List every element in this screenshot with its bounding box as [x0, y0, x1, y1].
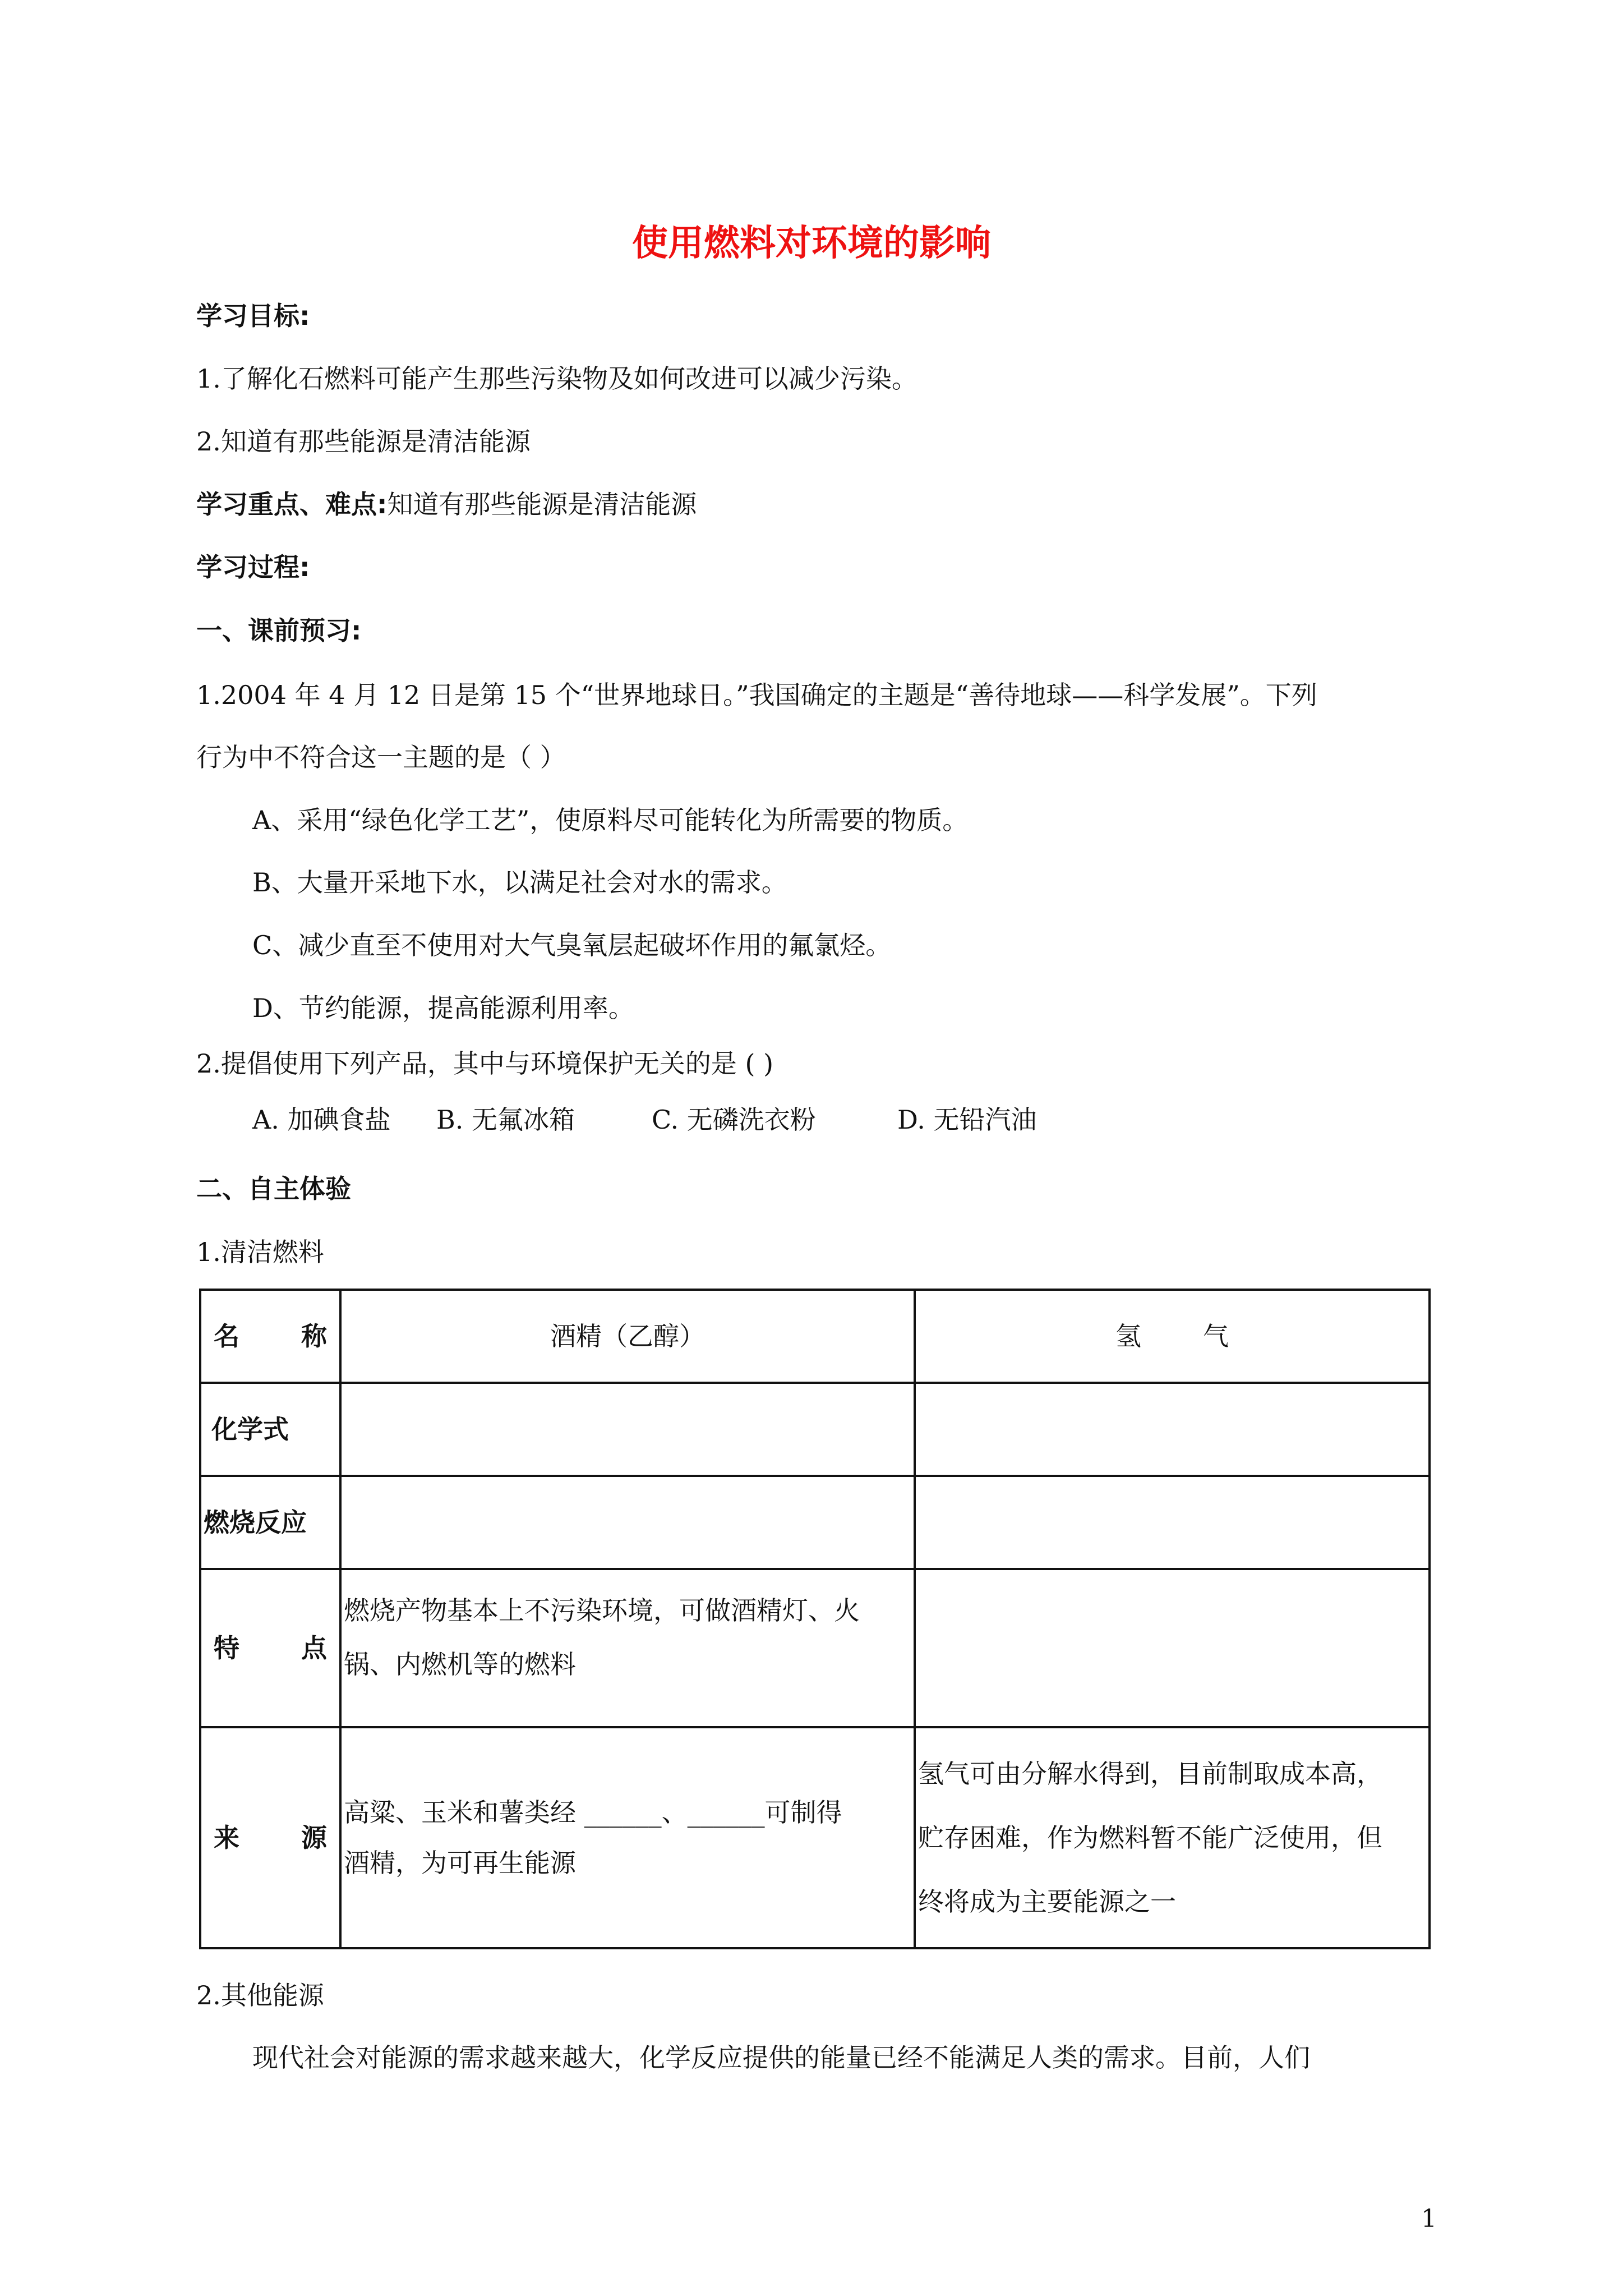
- table-cell-hydrogen: 氢 气: [915, 1290, 1430, 1383]
- other-energy-heading: 2.其他能源: [196, 1980, 324, 2010]
- table-row: [200, 1727, 1430, 1948]
- table-cell-blank: [915, 1476, 1430, 1569]
- table-cell-blank: [340, 1383, 915, 1476]
- goal-1: 1.了解化石燃料可能产生那些污染物及如何改进可以减少污染。: [196, 364, 917, 394]
- page-title: 使用燃料对环境的影响: [632, 223, 991, 264]
- question-2-option-c: C. 无磷洗衣粉: [652, 1105, 816, 1135]
- table-cell-alcohol-source: 高粱、玉米和薯类经 ______、______可制得 酒精，为可再生能源: [340, 1727, 915, 1948]
- question-1-option-c: C、减少直至不使用对大气臭氧层起破坏作用的氟氯烃。: [252, 930, 892, 960]
- question-1-option-d: D、节约能源，提高能源利用率。: [252, 993, 634, 1023]
- table-cell-blank: [915, 1569, 1430, 1727]
- section-1-heading: 一、课前预习:: [196, 615, 362, 646]
- table-cell-alcohol-feature: 燃烧产物基本上不污染环境，可做酒精灯、火 锅、内燃机等的燃料: [340, 1569, 915, 1727]
- question-2-line: 2.提倡使用下列产品，其中与环境保护无关的是 ( ): [196, 1048, 774, 1079]
- table-row: [200, 1476, 1430, 1569]
- goals-heading: 学习目标:: [196, 301, 310, 331]
- key-points-text: 知道有那些能源是清洁能源: [387, 489, 697, 519]
- table-row: [200, 1569, 1430, 1727]
- question-1-option-a: A、采用“绿色化学工艺”，使原料尽可能转化为所需要的物质。: [252, 805, 969, 835]
- question-2-option-d: D. 无铅汽油: [897, 1105, 1037, 1135]
- key-points-label: 学习重点、难点:: [196, 489, 388, 519]
- question-2-option-a: A. 加碘食盐: [252, 1105, 391, 1135]
- table-row: [200, 1383, 1430, 1476]
- table-cell-hydrogen-source: 氢气可由分解水得到，目前制取成本高， 贮存困难，作为燃料暂不能广泛使用，但 终将成为主要能源之一: [915, 1727, 1430, 1948]
- other-energy-paragraph: 现代社会对能源的需求越来越大，化学反应提供的能量已经不能满足人类的需求。目前，人们: [252, 2042, 1310, 2073]
- question-1-line-1: 1.2004 年 4 月 12 日是第 15 个“世界地球日。”我国确定的主题是“善待地球——科学发展”。下列: [196, 680, 1317, 710]
- table-cell-blank: [915, 1383, 1430, 1476]
- question-2-option-b: B. 无氟冰箱: [436, 1105, 575, 1135]
- question-1-line-2: 行为中不符合这一主题的是（ ）: [196, 742, 566, 772]
- table-row-label: 名 称: [200, 1290, 340, 1383]
- table-row-label: 来 源: [200, 1727, 340, 1948]
- clean-fuel-heading: 1.清洁燃料: [196, 1237, 324, 1267]
- process-heading: 学习过程:: [196, 552, 310, 582]
- table-cell-blank: [340, 1476, 915, 1569]
- clean-fuel-table: [199, 1289, 1431, 1949]
- key-points: [196, 487, 697, 521]
- section-2-heading: 二、自主体验: [196, 1174, 351, 1204]
- table-row-label: 特 点: [200, 1569, 340, 1727]
- table-row: [200, 1290, 1430, 1383]
- goal-2: 2.知道有那些能源是清洁能源: [196, 426, 531, 457]
- table-row-label: 化学式: [200, 1383, 340, 1476]
- page-number: 1: [1421, 2205, 1437, 2233]
- table-cell-alcohol: 酒精（乙醇）: [340, 1290, 915, 1383]
- table-row-label: 燃烧反应: [200, 1476, 340, 1569]
- question-1-option-b: B、大量开采地下水，以满足社会对水的需求。: [252, 867, 787, 898]
